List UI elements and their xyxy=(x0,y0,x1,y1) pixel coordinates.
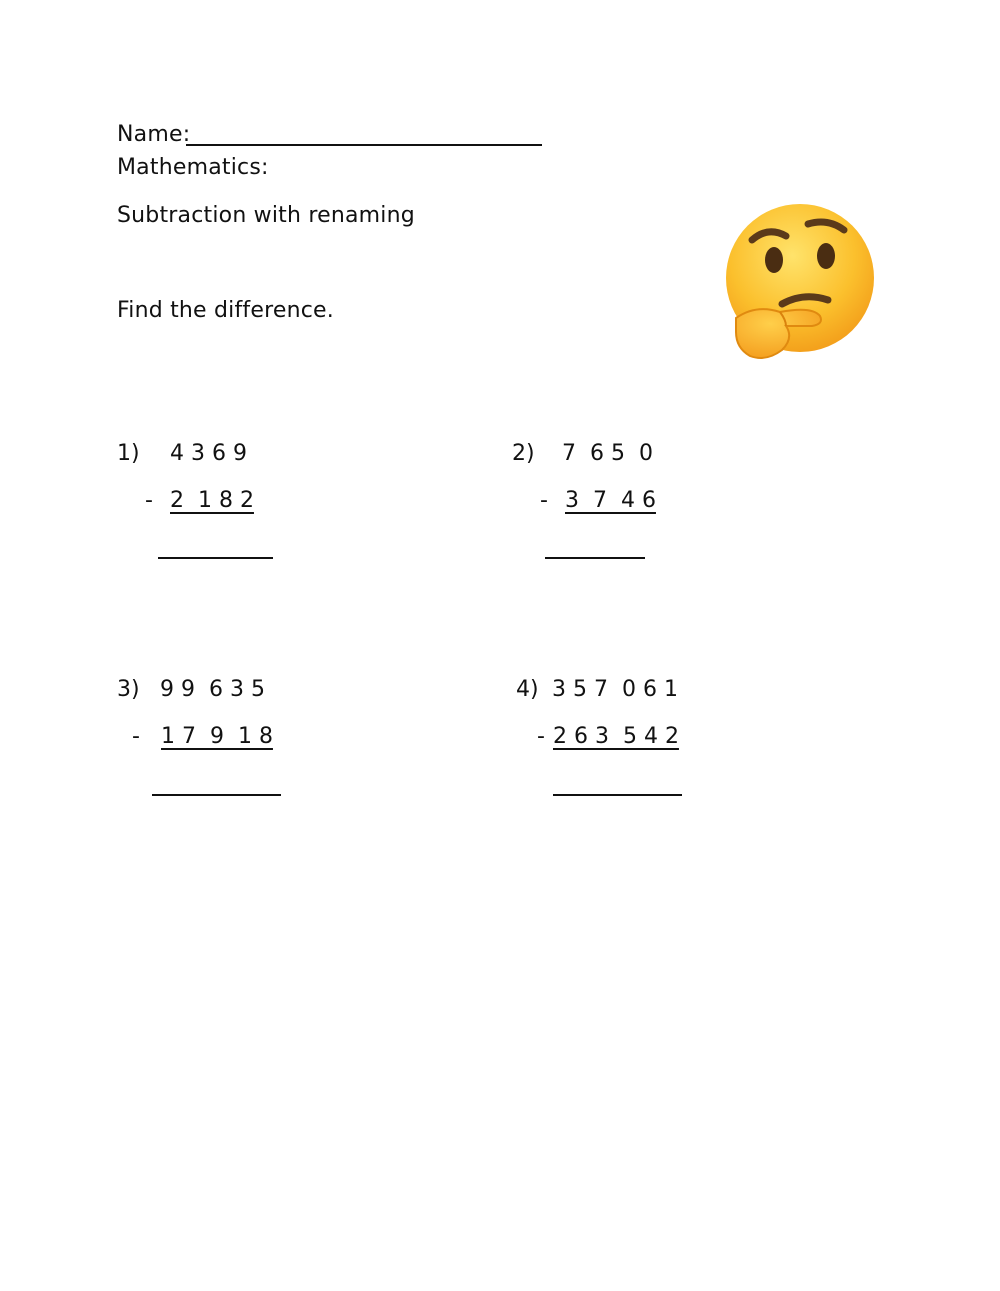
name-answer-line[interactable] xyxy=(186,144,542,146)
problem-1-minus-sign: - xyxy=(145,488,153,513)
problem-2-answer-line[interactable] xyxy=(545,557,645,559)
problem-3-minuend: 9 9 6 3 5 xyxy=(160,677,265,702)
problem-3-subtrahend: 1 7 9 1 8 xyxy=(161,724,273,749)
problem-4-minuend: 3 5 7 0 6 1 xyxy=(552,677,678,702)
problem-3-label: 3) xyxy=(117,677,140,702)
topic-label: Subtraction with renaming xyxy=(117,203,415,228)
problem-1-label: 1) xyxy=(117,441,140,466)
problem-4-subtrahend: 2 6 3 5 4 2 xyxy=(553,724,679,749)
name-label: Name: xyxy=(117,122,191,147)
problem-4-minus-sign: - xyxy=(537,724,545,749)
problem-1-minuend: 4 3 6 9 xyxy=(170,441,247,466)
thinking-face-icon xyxy=(716,200,882,366)
instruction-text: Find the difference. xyxy=(117,298,334,323)
problem-2-minuend: 7 6 5 0 xyxy=(562,441,653,466)
problem-4-label: 4) xyxy=(516,677,539,702)
problem-2-subtrahend: 3 7 4 6 xyxy=(565,488,656,513)
problem-3-answer-line[interactable] xyxy=(152,794,281,796)
problem-3-minus-sign: - xyxy=(132,724,140,749)
problem-1-answer-line[interactable] xyxy=(158,557,273,559)
problem-4-answer-line[interactable] xyxy=(553,794,682,796)
problem-1-subtrahend: 2 1 8 2 xyxy=(170,488,254,513)
problem-2-label: 2) xyxy=(512,441,535,466)
subject-label: Mathematics: xyxy=(117,155,269,180)
problem-2-minus-sign: - xyxy=(540,488,548,513)
